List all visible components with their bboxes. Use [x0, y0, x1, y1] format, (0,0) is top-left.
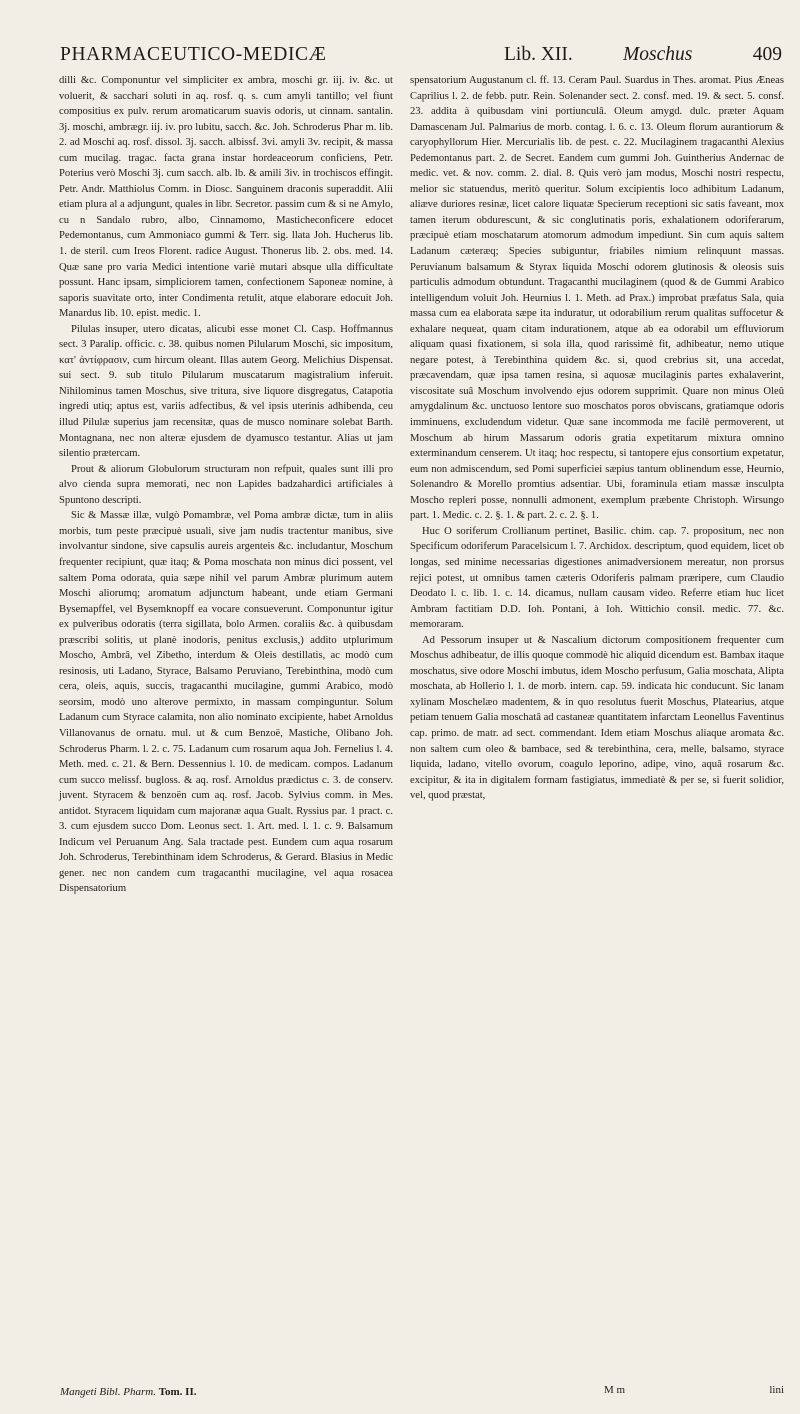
book-number: Lib. XII.	[504, 44, 573, 65]
footer-title: Mangeti Bibl. Pharm.	[60, 1386, 156, 1398]
signature-mark: M m	[604, 1384, 626, 1396]
running-title: PHARMACEUTICO-MEDICÆ	[60, 44, 327, 65]
running-header	[60, 44, 782, 74]
paragraph: spensatorium Augustanum cl. ff. 13. Ceram Paul. Suardus in Thes. aromat. Pius Æneas Caprilius l. 2. de febb. putr. Rein. Solenander sect. 2. consf. med. 19. & sect. 5. consf. 23. addita à quibusdam vini portiunculâ. Oleum amygd. dulc. præter Aquam Damascenam Jul. Palmarius de morb. contag. l. 6. c. 13. Oleum florum aurantiorum & caryophyllorum Hier. Mercurialis lib. de pest. c. 22. Mucilaginem tragacanthi Alexius Pedemontanus part. 2. de Secret. Eandem cum gummi Joh. Guintherius Andernac de medic. vet. & nov. comm. 2. dial. 8. Quis verò jam modus, Moschi nostri respectu, melior sic statuendus, meritò queritur. Solum excipientis loco adhibitum Ladanum, aliæve duriores resinæ, licet calore liquatæ Specierum receptioni sic satis faveant, mox tamen iterum obdurescunt, & sic conglutinatis poris, exhalationem odoriferarum, præcipuè etiam moschatarum atomorum admodum impediunt. Sin cum aquis saltem Ladanum cæteræq; Species subiguntur, friabiles nimium relinquunt massas. Peruvianum balsamum & Styrax liquida Moschi odorem glutinosis & oleosis suis particulis admodum obtundunt. Tragacanthi mucilaginem (quod & de Gummi Arabico intelligendum voluit Joh. Heurnius l. 1. Meth. ad Prax.) improbat præfatus Sala, quia massa cum ea elaborata sæpe ita induratur, ut odorabilium rerum qualitas suffocetur & exhalare nequeat, quam citam indurationem, atque ab ea odorabil um effluviorum aliquam quasi fixationem, si sola illa, quod rarissimè fit, adhibeatur, nemo utique negare potest, à Terebinthina quidem &c. si, quod crebrius sit, una accedat, præcavendam, quæ ipsa tamen resina, si aquosæ mucilaginis partes exhalaverint, viscositate suâ Moschum involvendo ejus odorem supprimit. Quare non minus Oleû amygdalinum &c. unctuoso lentore suo moschatos poros obviscans, gratiamque odoris imminuens, excludendum videtur. Quæ sane incommoda me facilè permoverent, ut Moschum ab hirum Massarum odoris gratia expetitarum mixtura omnino exterminandum censerem. Ut itaq; hoc respectu, si tantopere ejus consortium expetatur, eum non admiscendum, sed Pomi superficiei sæpius tantum oblinendum esse, Heurnio, Solenandro & Morello promtius adsentiar. Ubi, foraminula etiam massæ insculpta Moscho repleri posse, nonnulli admonent, exemplum præbente Christoph. Wirsungo part. 1. Medic. c. 2. §. 1. & part. 2. c. 2. §. 1.	[410, 75, 784, 522]
catchword: lini	[769, 1384, 784, 1396]
footer-right	[412, 1384, 784, 1402]
right-column	[410, 73, 784, 804]
paragraph: Sic & Massæ illæ, vulgò Pomambræ, vel Poma ambræ dictæ, tum in aliis morbis, tum peste præcipuè usuali, sive jam nudis tractentur manibus, sive involvantur sindone, sive capsulis aureis argenteis &c. includantur, Moschum frequenter recipiunt, quæ itaq; & Poma moschata non minus dici possent, vel saltem Poma odorata, quia sæpe nihil vel parum Ambræ plurimum autem Moschi aliorumq; aromatum adjunctum habeant, unde etiam Germani Bysemapffel, vel Bysemknopff ea vocare consueverunt. Componuntur igitur ex pulveribus odoratis (terra sigillata, bolo Armen. coraliis &c. à quibusdam præscribi solitis, ut planè inodoris, penitus exclusis,) addito utplurimum Moscho, Ambrâ, vel Zibetho, interdum & Oleis destillatis, ac modò cum resinosis, uti Ladano, Styrace, Balsamo Peruviano, Terebinthina, modò cum cera, oleis, aquis, succis, tragacanthi mucilagine, gummi Arabico, modò seorsim, modò uno alterove permixto, in massam compinguntur. Solum Ladanum cum Styrace calamita, non alio nominato excipiente, habet Arnoldus Villanovanus de ornatu. mul. ut & cum Benzoë, Mastiche, Olibano Joh. Schroderus Pharm. l. 2. c. 75. Ladanum cum rosarum aqua Joh. Fernelius l. 4. Meth. med. c. 21. & Bern. Dessennius l. 10. de medicam. compos. Ladanum cum succo melissf. bugloss. & aq. rosf. Arnoldus prædictus c. 3. de conserv. juvent. Styracem & benzoën cum aq. rosf. Jacob. Sylvius comm. in Mes. antidot. Styracem liquidam cum majoranæ aqua Gualt. Ryssius par. 1 pract. c. 3. cum ejusdem succo Dom. Leonus sect. 1. Art. med. l. 1. c. 9. Balsamum Indicum vel Peruanum Ang. Sala tractade pest. Eundem cum aqua rosarum Joh. Schroderus, Terebinthinam idem Schroderus, & Gerard. Blasius in Medic gener. nec non candem cum tragacanthi mucilagine, vel aqua rosacea Dispensatorium	[59, 510, 393, 895]
page-number: 409	[752, 44, 782, 65]
paragraph: dilli &c. Componuntur vel simpliciter ex ambra, moschi gr. iij. iv. &c. ut voluerit, & sacchari soluti in aq. rosf. q. s. cum amyli tantillo; vel fiunt compositius ex pulv. rerum aromaticarum suavis odoris, ut cinnam. santalin. 3j. moschi, ambrægr. iij. iv. pro lubitu, sacch. &c. Joh. Schroderus Phar m. lib. 2. ad Moschi aq. rosf. dissol. 3j. sacch. albissf. 3vi. amyli 3v. recipit, & massa cum mucilag. tragac. facta grana instar hordeaceorum conficiens, Petr. Poterius verò Moschi 3j. cum sacch. alb. lb. & amili 3iv. in trochiscos effingit. Petr. Andr. Matthiolus Comm. in Diosc. Sanguinem draconis superaddit. Alii etiam plura al a adjungunt, quales in libr. Secretor. passim cum & si ne Amylo, cu n Sandalo rubro, albo, Cinnamomo, Masticheconficere edocet Pedemontanus, cum Ammoniaco gummi & Terr. sig. llata Joh. Hucherus lib. 1. de steril. cum Ireos Florent. radice August. Thonerus lib. 2. obs. med. 14. Quæ sane pro varia Medici intentione variè mutari absque ulla difficultate possunt. Hanc ipsam, simpliciorem tamen, confectionem Saponeæ nomine, à saporis suavitate orto, inter Condimenta retulit, atque elaborare edocuit Joh. Manardus lib. 10. epist. medic. 1.	[59, 75, 393, 320]
paragraph: Prout & aliorum Globulorum structuram non refpuit, quales sunt illi pro alvo cienda supra memorati, nec non Lapides badzahardici artificiales à Spuntono descripti.	[59, 463, 393, 506]
footer-volume: Tom. II.	[158, 1386, 197, 1398]
paragraph: Pilulas insuper, utero dicatas, alicubi esse monet Cl. Casp. Hoffmannus sect. 3 Paralip. officic. c. 38. quibus nomen Pilularum Moschi, sic impositum, κατ' ἀντίφρασιν, cum hircum oleant. Illas autem Georg. Melichius Dispensat. sui sect. 9. sub titulo Pilularum muscatarum magistralium inferuit. Nihilominus tamen Moschus, sive tritura, sive liquore disgregatus, Catapotia ingredi utiq; aptus est, variis adfectibus, & vel ipsis uterinis adhibenda, ceu illud Pilulæ superius jam recensitæ, quas de musco nominare solebat Barth. Montagnana, nec non alteræ ejusdem de dyamusco testantur. Alias ut jam silentio prætercam.	[59, 323, 393, 460]
page-topic: Moschus	[623, 44, 693, 65]
paragraph: Ad Pessorum insuper ut & Nascalium dictorum compositionem frequenter cum Moschus adhibeatur, de illis quoque commodè hic aliquid dicendum est. Bambax itaque moschatus, sive odore Moschi imbutus, idem Moscho perfusum, Galia moschata, Alipta moschata, ab Hollerio l. 1. de morb. intern. cap. 59. indicata hic conducunt. Sic lanam xylinam Moschelæo madentem, & in quo resolutus fuerit Moschus, Platearius, atque petiam tenuem Galia moschatâ ad castaneæ quantitatem infarctam Leonellus Faventinus cap. primo. de matr. ad sect. commendant. Idem etiam Moschus aliaque aromata &c. non saltem cum oleo & bambace, sed & terebinthina, cera, melle, balsamo, styrace liquida, ladano, vitello ovorum, coagulo leporino, adipe, vino, aquâ rosarum &c. excipitur, & ita in digitalem formam fastigiatus, immediatè & per se, si fuerit solidior, vel, quod præstat,	[410, 634, 784, 802]
left-column	[59, 73, 393, 897]
paragraph: Huc O soriferum Crollianum pertinet, Basilic. chim. cap. 7. propositum, nec non Specificum odoriferum Paracelsicum l. 7. Archidox. descriptum, quod equidem, licet ob longas, sed minime necessarias digestiones animadversionem mereatur, non prorsus rejici potest, ut omnibus tamen cæteris Odoriferis palmam præripere, cum Claudio Deodato l. c. lib. 1. c. 14. dicamus, nullam causam video. Referre etiam huc licet Ambram factitiam D.D. Ioh. Pontani, à Ioh. Wittichio consil. medic. 77. &c. memoraram.	[410, 525, 784, 631]
footer-left	[60, 1386, 197, 1398]
